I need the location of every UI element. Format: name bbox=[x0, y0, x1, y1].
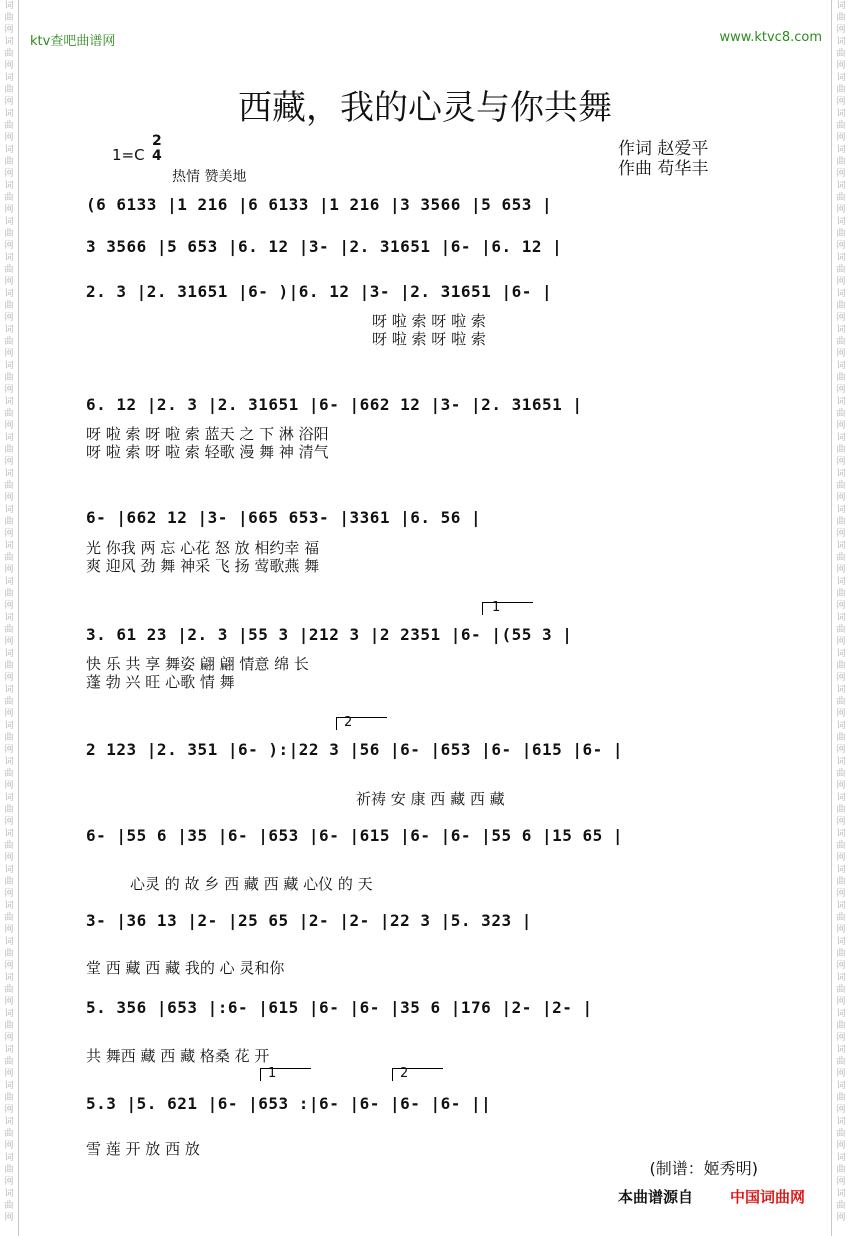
right-border-line bbox=[831, 0, 832, 1236]
time-signature bbox=[152, 134, 162, 164]
volta-number-2: 2 bbox=[344, 715, 353, 730]
lyric-row-8: 心灵 的 故 乡 西 藏 西 藏 心仪 的 天 bbox=[130, 875, 373, 893]
lyric-row-9: 堂 西 藏 西 藏 我的 心 灵和你 bbox=[86, 959, 285, 977]
lyricist-credit: 作词 赵爱平 bbox=[618, 139, 709, 159]
header-right-url[interactable]: www.ktvc8.com bbox=[719, 30, 822, 45]
meter-top: 2 bbox=[152, 133, 162, 149]
notation-row-8: 6- |55 6 |35 |6- |653 |6- |615 |6- |6- |55 6 |15 65 | bbox=[86, 826, 624, 845]
notation-row-7: 2 123 |2. 351 |6- ):|22 3 |56 |6- |653 |6- |615 |6- | bbox=[86, 740, 624, 759]
lyric-row-3-verse-1: 呀 啦 索 呀 啦 索 bbox=[372, 312, 486, 330]
key-signature: 1=C bbox=[112, 146, 145, 164]
notation-row-9: 3- |36 13 |2- |25 65 |2- |2- |22 3 |5. 323 | bbox=[86, 911, 532, 930]
notation-row-5: 6- |662 12 |3- |665 653- |3361 |6. 56 | bbox=[86, 508, 482, 527]
song-title: 西藏，我的心灵与你共舞 bbox=[238, 88, 612, 128]
lyric-row-4-verse-2: 呀 啦 索 呀 啦 索 轻歌 漫 舞 神 清气 bbox=[86, 443, 329, 461]
volta-number-1: 1 bbox=[492, 600, 501, 615]
composer-credit: 作曲 苟华丰 bbox=[618, 159, 709, 179]
lyric-row-10: 共 舞西 藏 西 藏 格桑 花 开 bbox=[86, 1047, 270, 1065]
notation-row-6: 3. 61 23 |2. 3 |55 3 |212 3 |2 2351 |6- |(55 3 | bbox=[86, 625, 573, 644]
notation-row-4: 6. 12 |2. 3 |2. 31651 |6- |662 12 |3- |2. 31651 | bbox=[86, 395, 583, 414]
lyric-row-4-verse-1: 呀 啦 索 呀 啦 索 蓝天 之 下 淋 浴阳 bbox=[86, 425, 329, 443]
lyric-row-5-verse-1: 光 你我 两 忘 心花 怒 放 相约幸 福 bbox=[86, 539, 320, 557]
side-watermark-left: 词曲网词曲网词曲网词曲网词曲网词曲网词曲网词曲网词曲网词曲网词曲网词曲网词曲网词曲网词曲网词曲网词曲网词曲网词曲网词曲网词曲网词曲网词曲网词曲网词曲网词曲网词曲网词曲网词曲网词曲网词曲网词曲网词曲网词曲网 bbox=[4, 1, 14, 1223]
lyric-row-6-verse-2: 蓬 勃 兴 旺 心歌 情 舞 bbox=[86, 673, 235, 691]
volta-bracket-1 bbox=[482, 602, 533, 615]
lyric-row-6-verse-1: 快 乐 共 享 舞姿 翩 翩 情意 绵 长 bbox=[86, 655, 309, 673]
transcriber-credit: (制谱：姬秀明) bbox=[649, 1159, 758, 1178]
lyric-row-7: 祈祷 安 康 西 藏 西 藏 bbox=[356, 790, 505, 808]
side-watermark-right: 词曲网词曲网词曲网词曲网词曲网词曲网词曲网词曲网词曲网词曲网词曲网词曲网词曲网词曲网词曲网词曲网词曲网词曲网词曲网词曲网词曲网词曲网词曲网词曲网词曲网词曲网词曲网词曲网词曲网词曲网词曲网词曲网词曲网词曲网 bbox=[836, 1, 846, 1223]
volta-number-3: 1 bbox=[268, 1066, 277, 1081]
notation-row-3: 2. 3 |2. 31651 |6- )|6. 12 |3- |2. 31651 |6- | bbox=[86, 282, 553, 301]
lyric-row-5-verse-2: 爽 迎风 劲 舞 神采 飞 扬 莺歌燕 舞 bbox=[86, 557, 320, 575]
notation-row-1: (6 6133 |1 216 |6 6133 |1 216 |3 3566 |5 653 | bbox=[86, 195, 553, 214]
source-label: 本曲谱源自 bbox=[618, 1188, 694, 1206]
tempo-marking: 热情 赞美地 bbox=[172, 169, 247, 185]
volta-number-4: 2 bbox=[400, 1066, 409, 1081]
lyric-row-3-verse-2: 呀 啦 索 呀 啦 索 bbox=[372, 330, 486, 348]
left-border-line bbox=[18, 0, 19, 1236]
notation-row-11: 5.3 |5. 621 |6- |653 :|6- |6- |6- |6- || bbox=[86, 1094, 492, 1113]
header-left-site[interactable]: ktv查吧曲谱网 bbox=[30, 34, 116, 49]
lyric-row-11: 雪 莲 开 放 西 放 bbox=[86, 1140, 200, 1158]
source-site-link[interactable]: 中国词曲网 bbox=[730, 1188, 806, 1206]
notation-row-10: 5. 356 |653 |:6- |615 |6- |6- |35 6 |176 |2- |2- | bbox=[86, 998, 593, 1017]
meter-bottom: 4 bbox=[152, 148, 162, 164]
notation-row-2: 3 3566 |5 653 |6. 12 |3- |2. 31651 |6- |6. 12 | bbox=[86, 237, 563, 256]
